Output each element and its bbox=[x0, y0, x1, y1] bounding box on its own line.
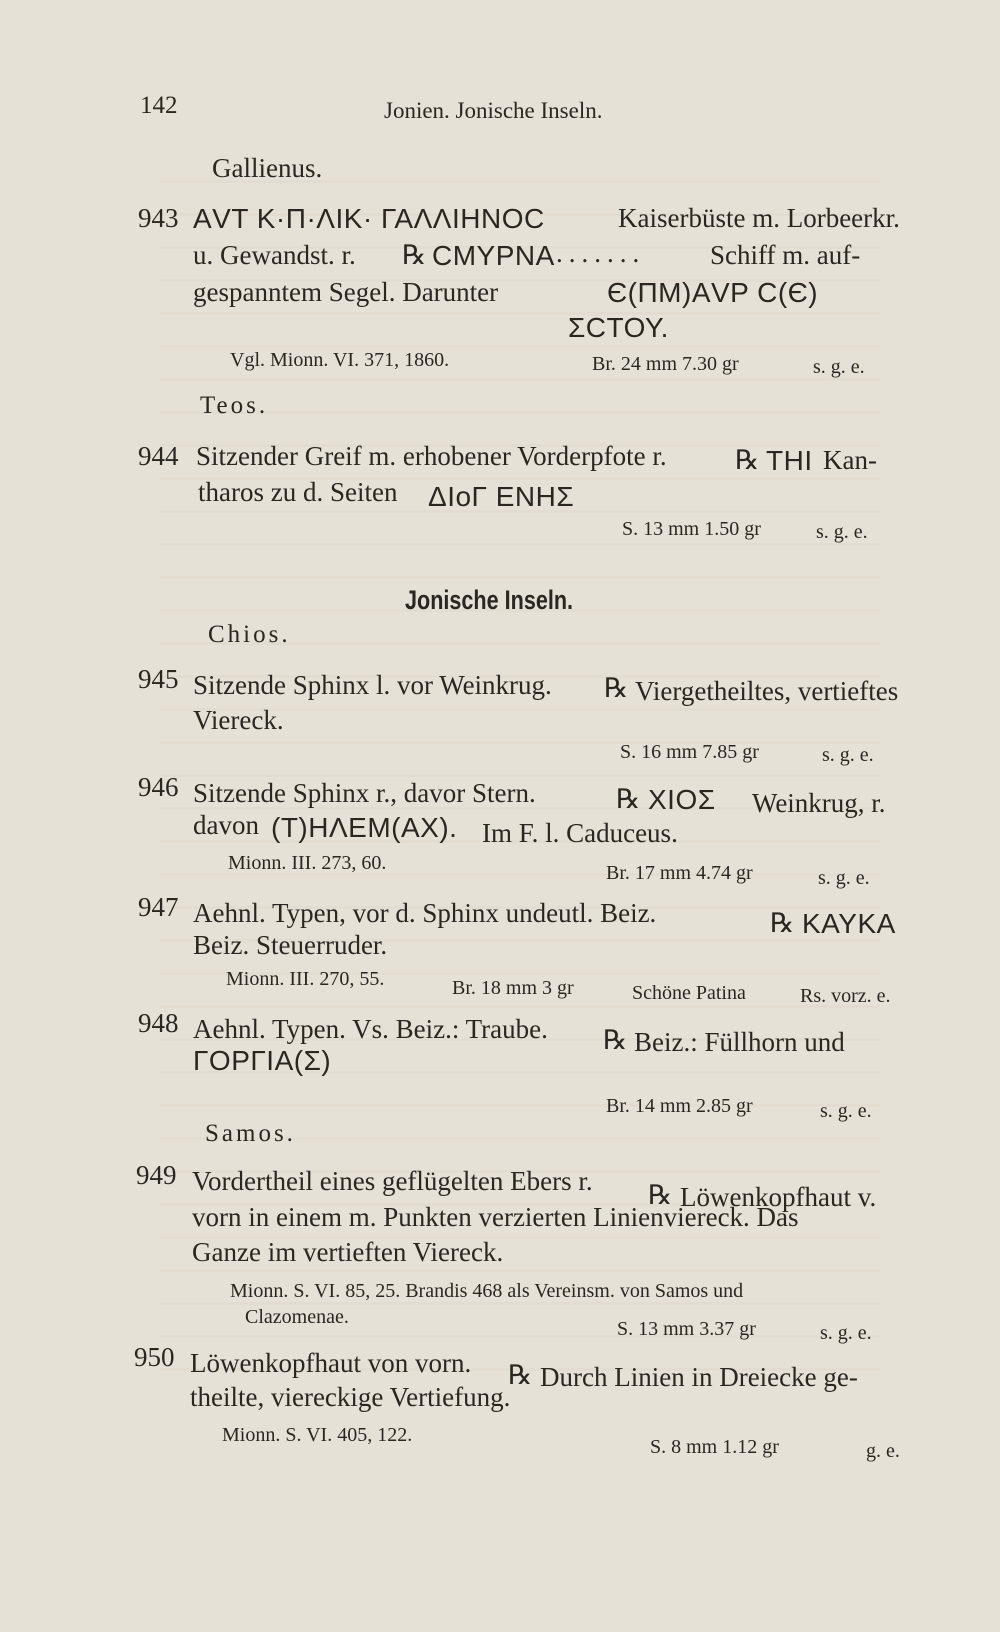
heading-chios: Chios. bbox=[208, 621, 291, 648]
entry-number-943: 943 bbox=[138, 203, 179, 233]
greek-legend-943-reverse: ϹΜΥΡΝΑ bbox=[432, 240, 555, 271]
text-949-line1b: Löwenkopfhaut v. bbox=[680, 1182, 877, 1212]
condition-947: Rs. vorz. e. bbox=[800, 985, 891, 1007]
text-950-line2: theilte, viereckige Vertiefung. bbox=[190, 1382, 511, 1412]
reference-950: Mionn. S. VI. 405, 122. bbox=[222, 1424, 413, 1446]
reverse-symbol: ℞ bbox=[735, 445, 760, 475]
greek-legend-946-reverse: ΧΙΟΣ bbox=[648, 784, 716, 815]
text-950-line1: Löwenkopfhaut von vorn. bbox=[190, 1348, 472, 1378]
text-949-line3: Ganze im vertieften Viereck. bbox=[192, 1237, 504, 1267]
reference-946: Mionn. III. 273, 60. bbox=[228, 852, 387, 874]
entry-number-946: 946 bbox=[138, 772, 179, 802]
condition-948: s. g. e. bbox=[820, 1100, 872, 1122]
condition-949: s. g. e. bbox=[820, 1322, 872, 1344]
reverse-symbol: ℞ bbox=[770, 908, 795, 938]
entry-number-944: 944 bbox=[138, 441, 179, 471]
reverse-symbol: ℞ bbox=[603, 1025, 628, 1055]
condition-944: s. g. e. bbox=[816, 521, 868, 543]
greek-legend-943-exergue: Є(ΠΜ)ΑVΡ Ϲ(Є) bbox=[607, 277, 819, 308]
condition-950: g. e. bbox=[866, 1440, 900, 1462]
entry-number-949: 949 bbox=[136, 1160, 177, 1190]
greek-legend-946-magistrate: (Τ)ΗΛΕΜ(ΑΧ). bbox=[271, 812, 458, 843]
text-946-line2b: Im F. l. Caduceus. bbox=[482, 818, 678, 848]
reverse-symbol: ℞ bbox=[402, 240, 427, 270]
reverse-symbol: ℞ bbox=[604, 673, 629, 703]
text-947-line1: Aehnl. Typen, vor d. Sphinx undeutl. Beiz. bbox=[193, 898, 657, 928]
running-title: Jonien. Jonische Inseln. bbox=[384, 98, 603, 123]
text-948-line1: Aehnl. Typen. Vs. Beiz.: Traube. bbox=[193, 1014, 548, 1044]
reference-943: Vgl. Mionn. VI. 371, 1860. bbox=[230, 349, 450, 371]
greek-legend-944-field: ΔΙοΓ ΕΝΗΣ bbox=[428, 481, 575, 512]
entry-number-950: 950 bbox=[134, 1342, 175, 1372]
text-944-line1b: Kan- bbox=[823, 445, 877, 475]
text-945-line1b: Viergetheiltes, vertieftes bbox=[635, 676, 899, 706]
greek-legend-947-reverse: ΚΑΥΚΑ bbox=[802, 908, 896, 939]
text-944-line2: tharos zu d. Seiten bbox=[198, 477, 398, 507]
reverse-symbol: ℞ bbox=[616, 784, 641, 814]
text-943-line2a: u. Gewandst. r. bbox=[193, 240, 356, 270]
weight-944: S. 13 mm 1.50 gr bbox=[622, 518, 761, 540]
text-949-line2: vorn in einem m. Punkten verzierten Linienviereck. Das bbox=[192, 1202, 799, 1232]
condition-945: s. g. e. bbox=[822, 744, 874, 766]
text-949-line1: Vordertheil eines geflügelten Ebers r. bbox=[192, 1166, 593, 1196]
weight-946: Br. 17 mm 4.74 gr bbox=[606, 862, 753, 884]
entry-number-948: 948 bbox=[138, 1008, 179, 1038]
text-944-line1: Sitzender Greif m. erhobener Vorderpfote r. bbox=[196, 441, 667, 471]
greek-legend-943-exergue2: ΣϹΤΟΥ. bbox=[568, 312, 669, 343]
text-943-line2b: Schiff m. auf- bbox=[710, 240, 861, 270]
page-number: 142 bbox=[140, 92, 178, 119]
text-945-line2: Viereck. bbox=[193, 705, 284, 735]
text-948-line1b: Beiz.: Füllhorn und bbox=[634, 1027, 845, 1057]
heading-gallienus: Gallienus. bbox=[212, 153, 323, 183]
text-945-line1: Sitzende Sphinx l. vor Weinkrug. bbox=[193, 670, 552, 700]
weight-945: S. 16 mm 7.85 gr bbox=[620, 741, 759, 763]
weight-948: Br. 14 mm 2.85 gr bbox=[606, 1095, 753, 1117]
weight-947: Br. 18 mm 3 gr bbox=[452, 977, 574, 999]
text-946-line1: Sitzende Sphinx r., davor Stern. bbox=[193, 778, 536, 808]
reference-949-line2: Clazomenae. bbox=[245, 1306, 349, 1328]
condition-943: s. g. e. bbox=[813, 356, 865, 378]
greek-legend-944-reverse: ΤΗΙ bbox=[766, 445, 813, 476]
text-946-line1b: Weinkrug, r. bbox=[752, 788, 886, 818]
reference-947: Mionn. III. 270, 55. bbox=[226, 968, 385, 990]
heading-samos: Samos. bbox=[205, 1120, 296, 1147]
heading-teos: Teos. bbox=[200, 392, 269, 419]
condition-946: s. g. e. bbox=[818, 867, 870, 889]
reverse-symbol: ℞ bbox=[508, 1360, 533, 1390]
weight-949: S. 13 mm 3.37 gr bbox=[617, 1318, 756, 1340]
entry-number-945: 945 bbox=[138, 664, 179, 694]
ellipsis-dots: ....... bbox=[556, 238, 646, 268]
text-943-line1: Kaiserbüste m. Lorbeerkr. bbox=[618, 203, 900, 233]
note-947: Schöne Patina bbox=[632, 982, 746, 1004]
reverse-symbol: ℞ bbox=[648, 1180, 673, 1210]
entry-number-947: 947 bbox=[138, 892, 179, 922]
greek-legend-948-reverse: ΓΟΡΓΙΑ(Σ) bbox=[193, 1045, 332, 1076]
weight-943: Br. 24 mm 7.30 gr bbox=[592, 353, 739, 375]
text-950-line1b: Durch Linien in Dreiecke ge- bbox=[540, 1362, 858, 1392]
text-943-line3: gespanntem Segel. Darunter bbox=[193, 277, 499, 307]
greek-legend-943-obverse: ΑVΤ Κ·Π·ΛΙΚ· ΓΑΛΛΙΗΝΟϹ bbox=[193, 203, 545, 234]
text-947-line2: Beiz. Steuerruder. bbox=[193, 930, 388, 960]
weight-950: S. 8 mm 1.12 gr bbox=[650, 1436, 779, 1458]
section-title: Jonische Inseln. bbox=[405, 585, 574, 615]
text-946-line2a: davon bbox=[193, 810, 259, 840]
reference-949-line1: Mionn. S. VI. 85, 25. Brandis 468 als Vereinsm. von Samos und bbox=[230, 1280, 744, 1302]
